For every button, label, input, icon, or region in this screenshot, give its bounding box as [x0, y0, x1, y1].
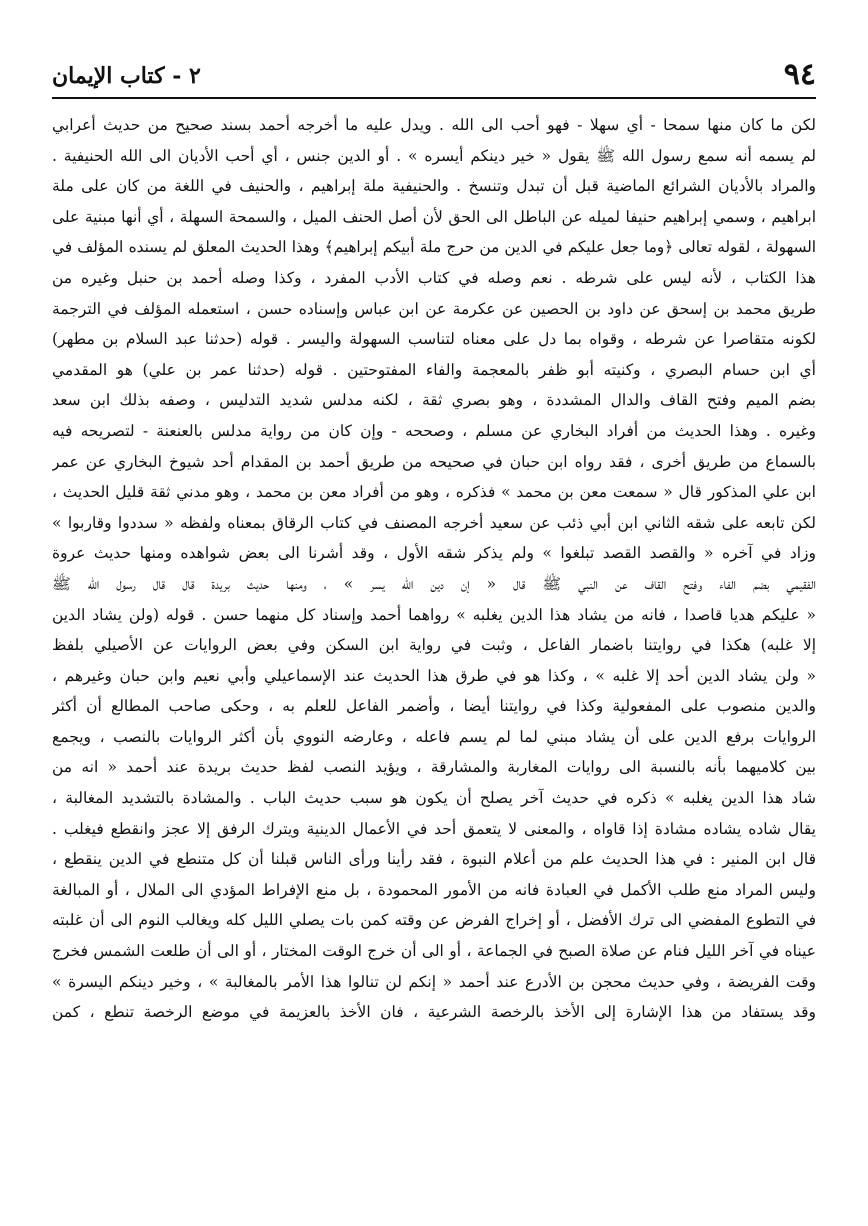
text-line: والدين منصوب على المفعولية وكذا في روايتنا أيضا ، وأضمر الفاعل للعلم به ، وحكى صاحب المطالع أن أكثر [52, 697, 816, 716]
text-line: أي ابن حسام البصري ، وكنيته أبو ظفر بالمعجمة والفاء المفتوحتين . قوله (حدثنا عمر بن علي) هو المقدمي [52, 360, 816, 379]
text-line: والمراد بالأديان الشرائع الماضية قبل أن تبدل وتنسخ . والحنيفية ملة إبراهيم ، والحنيف في اللغة من كان على ملة [52, 177, 816, 196]
page-header [52, 58, 816, 94]
text-line: وزاد في آخره « والقصد القصد تبلغوا » ولم يذكر شقه الأول ، وقد أشرنا الى بعض شواهده ومنها حديث عروة [52, 544, 816, 563]
text-line: الروايات برفع الدين على أن يشاد مبني لما لم يسم فاعله ، وعارضه النووي بأن أكثر الروايات بالنصب ، ويجمع [52, 727, 816, 746]
text-line: بضم الميم وفتح القاف والدال المشددة ، وهو بصري ثقة ، لكنه مدلس شديد التدليس ، وصفه بذلك ابن سعد [52, 391, 816, 410]
text-line: لم يسمه أنه سمع رسول الله ﷺ يقول « خير دينكم أيسره » . أو الدين جنس ، أي أحب الأديان الى الله الحنيفية . [52, 146, 816, 165]
text-line: لكن ما كان منها سمحا - أي سهلا - فهو أحب الى الله . ويدل عليه ما أخرجه أحمد بسند صحيح من حديث أعرابي [52, 116, 816, 134]
text-line: شاد هذا الدين يغلبه » ذكره في حديث آخر يصلح أن يكون هو سبب حديث الباب . والمشادة بالتشديد المغالبة ، [52, 789, 816, 808]
text-line: الفقيمي بضم الفاء وفتح القاف عن النبي ﷺ قال « إن دين الله يسر » ، ومنها حديث بريدة قال قال رسول الله ﷺ [52, 574, 816, 593]
page-number: ٩٤ [783, 57, 816, 92]
text-line: بين كلاميهما بأنه بالنسبة الى روايات المغاربة والمشارقة ، ويؤيد النصب لفظ حديث بريدة عند أحمد « انه من [52, 758, 816, 777]
text-line: هذا الكتاب ، لأنه ليس على شرطه . نعم وصله في كتاب الأدب المفرد ، وكذا وصله أحمد بن حنبل وغيره من [52, 268, 816, 287]
text-line: السهولة ، لقوله تعالى ﴿وما جعل عليكم في الدين من حرج ملة أبيكم إبراهيم﴾ وهذا الحديث المعلق لم يسنده المؤلف في [52, 238, 816, 257]
text-line: ابن علي المذكور قال « سمعت معن بن محمد » فذكره ، وهو من أفراد معن بن محمد ، وهو مدني ثقة قليل الحديث ، [52, 483, 816, 502]
text-line: وقت الفريضة ، وفي حديث محجن بن الأدرع عند أحمد « إنكم لن تنالوا هذا الأمر بالمغالبة » ، وخير دينكم اليسرة » [52, 972, 816, 991]
text-line: بالسماع من طريق أخرى ، فقد رواه ابن حبان في صحيحه من طريق أحمد بن المقدام أحد شيوخ البخاري عن عمر [52, 452, 816, 471]
text-line: وقد يستفاد من هذا الإشارة إلى الأخذ بالرخصة الشرعية ، فان الأخذ بالعزيمة في موضع الرخصة تنطع ، كمن [52, 1003, 816, 1022]
header-rule [52, 97, 816, 99]
text-line: في التطوع المفضي الى ترك الأفضل ، أو إخراج الفرض عن وقته كمن بات يصلي الليل كله ويغالب النوم الى أن غلبته [52, 911, 816, 930]
text-line: لكونه متقاصرا عن شرطه ، وقواه بما دل على معناه لتناسب السهولة واليسر . قوله (حدثنا عبد السلام بن مطهر) [52, 330, 816, 349]
text-line: طريق محمد بن إسحق عن داود بن الحصين عن عكرمة عن ابن عباس وإسناده حسن ، استعمله المؤلف في الترجمة [52, 299, 816, 318]
text-line: إلا غلبه) هكذا في روايتنا باضمار الفاعل ، وثبت في رواية ابن السكن وفي بعض الروايات عن الأصيلي بلفظ [52, 636, 816, 655]
text-line: يقال شاده يشاده مشادة إذا قاواه ، والمعنى لا يتعمق أحد في الأعمال الدينية ويترك الرفق إلا عجز وانقطع فيغلب . [52, 819, 816, 838]
text-line: وليس المراد منع طلب الأكمل في العبادة فانه من الأمور المحمودة ، بل منع الإفراط المؤدي الى الملال ، أو المبالغة [52, 880, 816, 899]
text-line: « عليكم هديا قاصدا ، فانه من يشاد هذا الدين يغلبه » رواهما أحمد وإسناد كل منهما حسن . قوله (ولن يشاد الدين [52, 605, 816, 624]
running-title: ٢ - كتاب الإيمان [52, 63, 201, 89]
text-line: عيناه في آخر الليل فنام عن صلاة الصبح في الجماعة ، أو الى أن خرج الوقت المختار ، أو الى أن طلعت الشمس فخرج [52, 942, 816, 961]
text-line: لكن تابعه على شقه الثاني ابن أبي ذئب عن سعيد أخرجه المصنف في كتاب الرقاق بمعناه ولفظه « سددوا وقاربوا » [52, 513, 816, 532]
text-line: قال ابن المنير : في هذا الحديث علم من أعلام النبوة ، فقد رأينا ورأى الناس قبلنا أن كل متنطع في الدين ينقطع ، [52, 850, 816, 869]
body-text [52, 110, 816, 1028]
text-line: وغيره . وهذا الحديث من أفراد البخاري عن مسلم ، وصححه - وإن كان من رواية مدلس بالعنعنة - لتصريحه فيه [52, 421, 816, 440]
text-line: ابراهيم ، وسمي إبراهيم حنيفا لميله عن الباطل الى الحق لأن أصل الحنف الميل ، والسمحة السهلة ، أي أنها مبنية على [52, 207, 816, 226]
text-line: « ولن يشاد الدين أحد إلا غلبه » ، وكذا هو في طرق هذا الحديث عند الإسماعيلي وأبي نعيم وابن حبان وغيرهم ، [52, 666, 816, 685]
